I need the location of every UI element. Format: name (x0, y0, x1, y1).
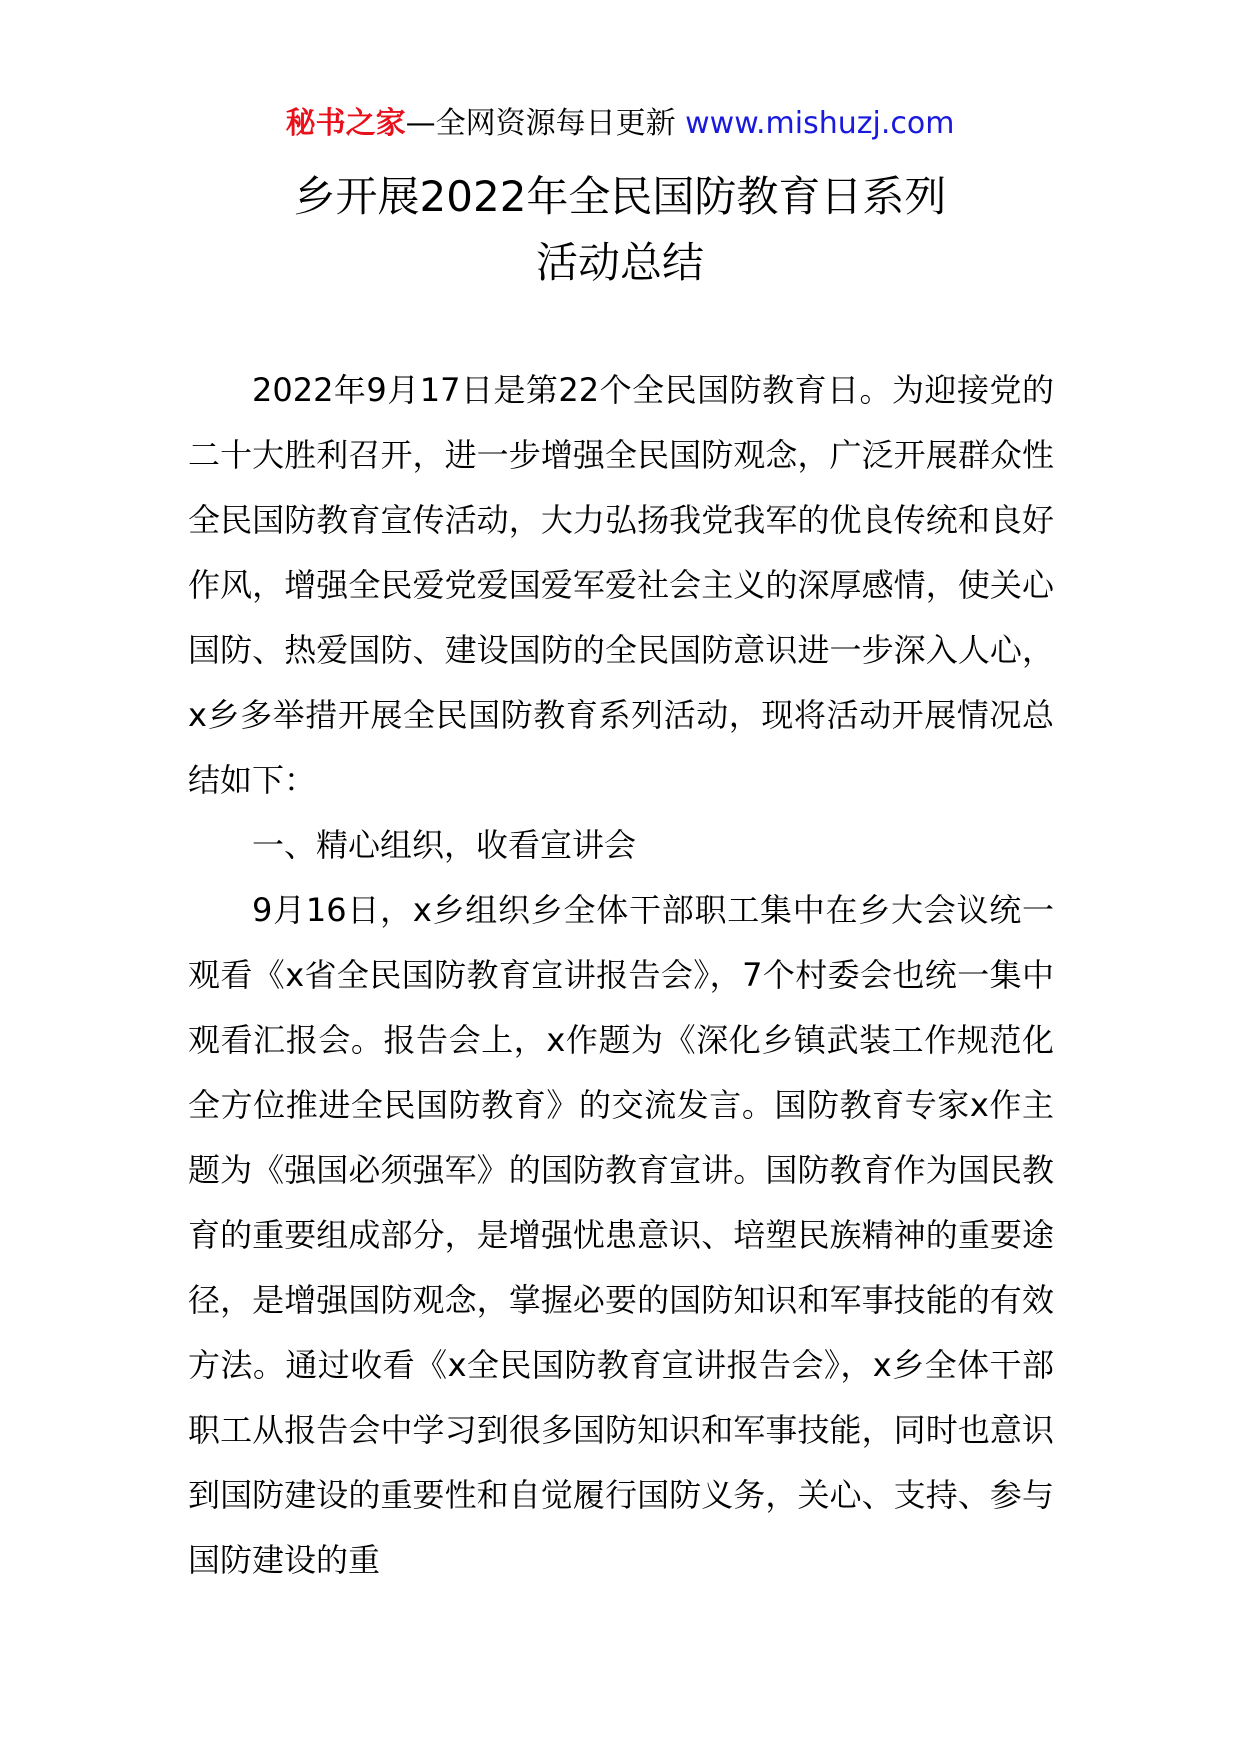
header-url[interactable]: www.mishuzj.com (685, 106, 955, 141)
watermark-header (0, 104, 1240, 144)
title-line-2: 活动总结 (535, 238, 704, 287)
section-1-paragraph: 9月16日，x乡组织乡全体干部职工集中在乡大会议统一观看《x省全民国防教育宣讲报告会》，7个村委会也统一集中观看汇报会。报告会上，x作题为《深化乡镇武装工作规范化全方位推进全民国防教育》的交流发言。国防教育专家x作主题为《强国必须强军》的国防教育宣讲。国防教育作为国民教育的重要组成部分，是增强忧患意识、培塑民族精神的重要途径，是增强国防观念，掌握必要的国防知识和军事技能的有效方法。通过收看《x全民国防教育宣讲报告会》，x乡全体干部职工从报告会中学习到很多国防知识和军事技能，同时也意识到国防建设的重要性和自觉履行国防义务，关心、支持、参与国防建设的重 (188, 891, 1054, 1579)
document-title (0, 164, 1240, 296)
header-slogan: —全网资源每日更新 (405, 106, 686, 141)
intro-paragraph: 2022年9月17日是第22个全民国防教育日。为迎接党的二十大胜利召开，进一步增强全民国防观念，广泛开展群众性全民国防教育宣传活动，大力弘扬我党我军的优良传统和良好作风，增强全民爱党爱国爱军爱社会主义的深厚感情，使关心国防、热爱国防、建设国防的全民国防意识进一步深入人心，x乡多举措开展全民国防教育系列活动，现将活动开展情况总结如下： (188, 371, 1054, 799)
section-heading-1: 一、精心组织，收看宣讲会 (252, 826, 637, 864)
document-body (188, 358, 1054, 1593)
brand-name: 秘书之家 (285, 106, 406, 141)
title-line-1: 乡开展2022年全民国防教育日系列 (293, 172, 947, 221)
